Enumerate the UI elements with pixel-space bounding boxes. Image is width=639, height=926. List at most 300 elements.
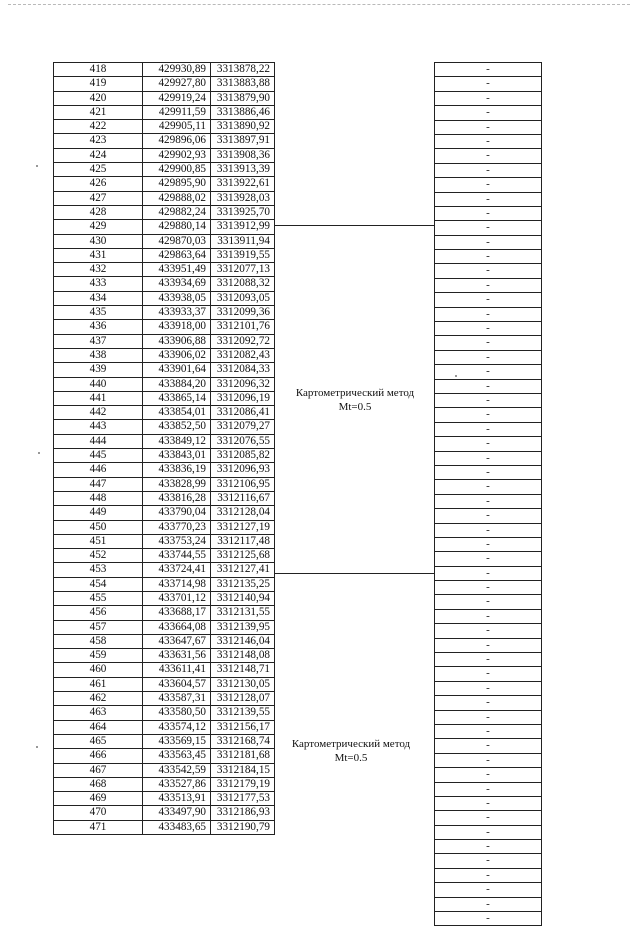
table-row: [54, 763, 275, 777]
y-coordinate: 3312190,79: [211, 820, 275, 834]
table-row: [54, 120, 275, 134]
accuracy-cell: -: [435, 77, 542, 91]
table-row: [435, 883, 542, 897]
table-row: [435, 451, 542, 465]
x-coordinate: 433906,02: [143, 348, 211, 362]
accuracy-cell: -: [435, 480, 542, 494]
table-row: [54, 248, 275, 262]
y-coordinate: 3312077,13: [211, 263, 275, 277]
x-coordinate: 433631,56: [143, 649, 211, 663]
table-row: [54, 820, 275, 834]
table-row: [54, 406, 275, 420]
point-number: 421: [54, 105, 143, 119]
table-row: [435, 552, 542, 566]
table-row: [54, 506, 275, 520]
y-coordinate: 3312086,41: [211, 406, 275, 420]
point-number: 423: [54, 134, 143, 148]
accuracy-cell: -: [435, 293, 542, 307]
y-coordinate: 3312085,82: [211, 449, 275, 463]
coordinates-table: [53, 62, 275, 835]
point-number: 440: [54, 377, 143, 391]
y-coordinate: 3312125,68: [211, 549, 275, 563]
table-row: [54, 577, 275, 591]
y-coordinate: 3312139,55: [211, 706, 275, 720]
table-row: [54, 491, 275, 505]
scan-speck: [38, 452, 40, 454]
table-row: [54, 792, 275, 806]
table-row: [54, 634, 275, 648]
table-row: [435, 537, 542, 551]
point-number: 433: [54, 277, 143, 291]
y-coordinate: 3313922,61: [211, 177, 275, 191]
y-coordinate: 3312099,36: [211, 306, 275, 320]
table-row: [435, 912, 542, 926]
table-row: [54, 649, 275, 663]
method-note-accuracy: Mt=0.5: [338, 401, 372, 413]
table-row: [435, 566, 542, 580]
point-number: 466: [54, 749, 143, 763]
accuracy-cell: -: [435, 523, 542, 537]
accuracy-cell: -: [435, 91, 542, 105]
table-row: [54, 177, 275, 191]
y-coordinate: 3312179,19: [211, 777, 275, 791]
table-row: [435, 811, 542, 825]
table-row: [435, 63, 542, 77]
y-coordinate: 3312092,72: [211, 334, 275, 348]
point-number: 435: [54, 306, 143, 320]
y-coordinate: 3312148,71: [211, 663, 275, 677]
point-number: 460: [54, 663, 143, 677]
point-number: 444: [54, 434, 143, 448]
y-coordinate: 3313913,39: [211, 163, 275, 177]
table-row: [54, 692, 275, 706]
accuracy-cell: -: [435, 796, 542, 810]
accuracy-cell: -: [435, 422, 542, 436]
table-row: [435, 465, 542, 479]
x-coordinate: 433542,59: [143, 763, 211, 777]
table-row: [54, 377, 275, 391]
table-row: [54, 91, 275, 105]
y-coordinate: 3313879,90: [211, 91, 275, 105]
accuracy-cell: -: [435, 494, 542, 508]
accuracy-cell: -: [435, 883, 542, 897]
accuracy-cell: -: [435, 537, 542, 551]
accuracy-cell: -: [435, 566, 542, 580]
y-coordinate: 3312096,93: [211, 463, 275, 477]
table-row: [54, 734, 275, 748]
table-row: [54, 105, 275, 119]
table-row: [435, 350, 542, 364]
table-row: [54, 591, 275, 605]
x-coordinate: 429870,03: [143, 234, 211, 248]
x-coordinate: 433714,98: [143, 577, 211, 591]
x-coordinate: 429900,85: [143, 163, 211, 177]
table-row: [435, 163, 542, 177]
x-coordinate: 433933,37: [143, 306, 211, 320]
x-coordinate: 433527,86: [143, 777, 211, 791]
table-row: [435, 235, 542, 249]
point-number: 459: [54, 649, 143, 663]
x-coordinate: 433744,55: [143, 549, 211, 563]
y-coordinate: 3312186,93: [211, 806, 275, 820]
table-row: [54, 749, 275, 763]
accuracy-cell: -: [435, 451, 542, 465]
table-row: [54, 220, 275, 234]
accuracy-cell: -: [435, 264, 542, 278]
x-coordinate: 433852,50: [143, 420, 211, 434]
table-row: [435, 609, 542, 623]
scan-speck: [36, 746, 38, 748]
y-coordinate: 3312088,32: [211, 277, 275, 291]
table-row: [435, 106, 542, 120]
y-coordinate: 3312139,95: [211, 620, 275, 634]
table-row: [54, 434, 275, 448]
accuracy-cell: -: [435, 336, 542, 350]
y-coordinate: 3312096,19: [211, 391, 275, 405]
y-coordinate: 3312168,74: [211, 734, 275, 748]
table-row: [435, 753, 542, 767]
point-number: 437: [54, 334, 143, 348]
accuracy-cell: -: [435, 782, 542, 796]
y-coordinate: 3312076,55: [211, 434, 275, 448]
point-number: 449: [54, 506, 143, 520]
table-row: [54, 663, 275, 677]
method-note-text: Картометрический метод: [291, 738, 411, 750]
y-coordinate: 3312093,05: [211, 291, 275, 305]
x-coordinate: 433816,28: [143, 491, 211, 505]
x-coordinate: 433647,67: [143, 634, 211, 648]
point-number: 439: [54, 363, 143, 377]
table-row: [435, 77, 542, 91]
point-number: 471: [54, 820, 143, 834]
x-coordinate: 429905,11: [143, 120, 211, 134]
table-row: [435, 796, 542, 810]
table-row: [54, 449, 275, 463]
accuracy-cell: -: [435, 307, 542, 321]
x-coordinate: 433483,65: [143, 820, 211, 834]
x-coordinate: 429863,64: [143, 248, 211, 262]
x-coordinate: 433753,24: [143, 534, 211, 548]
point-number: 464: [54, 720, 143, 734]
table-row: [435, 336, 542, 350]
table-row: [54, 163, 275, 177]
accuracy-cell: -: [435, 868, 542, 882]
point-number: 434: [54, 291, 143, 305]
accuracy-cell: -: [435, 178, 542, 192]
y-coordinate: 3313883,88: [211, 77, 275, 91]
accuracy-cell: -: [435, 638, 542, 652]
y-coordinate: 3312128,07: [211, 692, 275, 706]
table-row: [54, 334, 275, 348]
method-note-group-1: [280, 386, 430, 414]
y-coordinate: 3312130,05: [211, 677, 275, 691]
point-number: 454: [54, 577, 143, 591]
accuracy-cell: -: [435, 840, 542, 854]
y-coordinate: 3312084,33: [211, 363, 275, 377]
x-coordinate: 429896,06: [143, 134, 211, 148]
table-row: [54, 134, 275, 148]
accuracy-cell: -: [435, 509, 542, 523]
table-row: [54, 720, 275, 734]
accuracy-cell: -: [435, 681, 542, 695]
table-row: [435, 365, 542, 379]
table-row: [435, 307, 542, 321]
x-coordinate: 433828,99: [143, 477, 211, 491]
point-number: 462: [54, 692, 143, 706]
x-coordinate: 433854,01: [143, 406, 211, 420]
accuracy-cell: -: [435, 912, 542, 926]
accuracy-cell: -: [435, 581, 542, 595]
x-coordinate: 433701,12: [143, 591, 211, 605]
accuracy-cell: -: [435, 379, 542, 393]
x-coordinate: 429919,24: [143, 91, 211, 105]
table-row: [54, 63, 275, 77]
y-coordinate: 3312117,48: [211, 534, 275, 548]
table-row: [435, 422, 542, 436]
point-number: 420: [54, 91, 143, 105]
table-row: [435, 595, 542, 609]
y-coordinate: 3312156,17: [211, 720, 275, 734]
x-coordinate: 433587,31: [143, 692, 211, 706]
x-coordinate: 429927,80: [143, 77, 211, 91]
point-number: 445: [54, 449, 143, 463]
table-row: [435, 322, 542, 336]
table-row: [54, 620, 275, 634]
accuracy-cell: -: [435, 653, 542, 667]
accuracy-cell: -: [435, 322, 542, 336]
y-coordinate: 3312181,68: [211, 749, 275, 763]
point-number: 441: [54, 391, 143, 405]
y-coordinate: 3312106,95: [211, 477, 275, 491]
point-number: 431: [54, 248, 143, 262]
point-number: 424: [54, 148, 143, 162]
table-row: [435, 523, 542, 537]
table-row: [435, 206, 542, 220]
x-coordinate: 429895,90: [143, 177, 211, 191]
accuracy-cell: -: [435, 350, 542, 364]
table-row: [54, 148, 275, 162]
table-row: [54, 606, 275, 620]
table-row: [435, 638, 542, 652]
scan-top-border: [8, 4, 630, 6]
point-number: 457: [54, 620, 143, 634]
accuracy-cell: -: [435, 134, 542, 148]
point-number: 456: [54, 606, 143, 620]
accuracy-cell: -: [435, 120, 542, 134]
y-coordinate: 3313890,92: [211, 120, 275, 134]
x-coordinate: 433849,12: [143, 434, 211, 448]
y-coordinate: 3312116,67: [211, 491, 275, 505]
table-row: [435, 149, 542, 163]
accuracy-cell: -: [435, 552, 542, 566]
method-note-accuracy: Mt=0.5: [334, 752, 368, 764]
table-row: [435, 868, 542, 882]
x-coordinate: 429888,02: [143, 191, 211, 205]
point-number: 422: [54, 120, 143, 134]
table-row: [435, 581, 542, 595]
x-coordinate: 433906,88: [143, 334, 211, 348]
x-coordinate: 433604,57: [143, 677, 211, 691]
accuracy-cell: -: [435, 595, 542, 609]
point-number: 436: [54, 320, 143, 334]
table-row: [54, 77, 275, 91]
point-number: 458: [54, 634, 143, 648]
y-coordinate: 3312135,25: [211, 577, 275, 591]
x-coordinate: 429911,59: [143, 105, 211, 119]
accuracy-cell: -: [435, 250, 542, 264]
x-coordinate: 433580,50: [143, 706, 211, 720]
method-note-text: Картометрический метод: [295, 387, 415, 399]
point-number: 430: [54, 234, 143, 248]
point-number: 429: [54, 220, 143, 234]
table-row: [435, 782, 542, 796]
x-coordinate: 433836,19: [143, 463, 211, 477]
table-row: [435, 134, 542, 148]
y-coordinate: 3313925,70: [211, 205, 275, 219]
x-coordinate: 429902,93: [143, 148, 211, 162]
point-number: 432: [54, 263, 143, 277]
point-number: 465: [54, 734, 143, 748]
y-coordinate: 3312146,04: [211, 634, 275, 648]
table-row: [54, 563, 275, 577]
accuracy-cell: -: [435, 393, 542, 407]
table-row: [54, 291, 275, 305]
table-row: [54, 391, 275, 405]
accuracy-cell: -: [435, 437, 542, 451]
x-coordinate: 433513,91: [143, 792, 211, 806]
scan-speck: [36, 165, 38, 167]
y-coordinate: 3312177,53: [211, 792, 275, 806]
table-row: [435, 681, 542, 695]
y-coordinate: 3313919,55: [211, 248, 275, 262]
table-row: [435, 897, 542, 911]
point-number: 419: [54, 77, 143, 91]
table-row: [435, 667, 542, 681]
table-row: [435, 509, 542, 523]
accuracy-table: [434, 62, 542, 926]
table-row: [435, 293, 542, 307]
y-coordinate: 3312140,94: [211, 591, 275, 605]
point-number: 446: [54, 463, 143, 477]
accuracy-cell: -: [435, 106, 542, 120]
table-row: [435, 221, 542, 235]
table-row: [435, 437, 542, 451]
y-coordinate: 3312148,08: [211, 649, 275, 663]
y-coordinate: 3312079,27: [211, 420, 275, 434]
accuracy-cell: -: [435, 710, 542, 724]
point-number: 469: [54, 792, 143, 806]
x-coordinate: 433790,04: [143, 506, 211, 520]
table-row: [435, 480, 542, 494]
point-number: 463: [54, 706, 143, 720]
table-row: [435, 825, 542, 839]
accuracy-cell: -: [435, 624, 542, 638]
point-number: 438: [54, 348, 143, 362]
x-coordinate: 429930,89: [143, 63, 211, 77]
table-row: [54, 263, 275, 277]
table-row: [54, 463, 275, 477]
accuracy-cell: -: [435, 192, 542, 206]
accuracy-cell: -: [435, 811, 542, 825]
table-row: [54, 534, 275, 548]
y-coordinate: 3312131,55: [211, 606, 275, 620]
point-number: 453: [54, 563, 143, 577]
group-separator-line: [275, 573, 434, 574]
table-row: [54, 677, 275, 691]
table-row: [435, 264, 542, 278]
table-row: [435, 739, 542, 753]
x-coordinate: 433884,20: [143, 377, 211, 391]
y-coordinate: 3313912,99: [211, 220, 275, 234]
accuracy-cell: -: [435, 408, 542, 422]
y-coordinate: 3312127,19: [211, 520, 275, 534]
table-row: [435, 724, 542, 738]
table-row: [54, 306, 275, 320]
table-row: [435, 178, 542, 192]
group-separator-line: [275, 225, 434, 226]
table-row: [435, 408, 542, 422]
table-row: [54, 348, 275, 362]
table-row: [54, 234, 275, 248]
table-row: [435, 393, 542, 407]
x-coordinate: 433951,49: [143, 263, 211, 277]
point-number: 470: [54, 806, 143, 820]
x-coordinate: 433724,41: [143, 563, 211, 577]
table-row: [435, 192, 542, 206]
accuracy-cell: -: [435, 768, 542, 782]
accuracy-cell: -: [435, 753, 542, 767]
table-row: [435, 379, 542, 393]
point-number: 442: [54, 406, 143, 420]
y-coordinate: 3313886,46: [211, 105, 275, 119]
x-coordinate: 433865,14: [143, 391, 211, 405]
accuracy-cell: -: [435, 897, 542, 911]
table-row: [435, 250, 542, 264]
point-number: 468: [54, 777, 143, 791]
table-row: [435, 854, 542, 868]
x-coordinate: 433901,64: [143, 363, 211, 377]
accuracy-cell: -: [435, 365, 542, 379]
y-coordinate: 3313928,03: [211, 191, 275, 205]
x-coordinate: 433563,45: [143, 749, 211, 763]
accuracy-cell: -: [435, 609, 542, 623]
x-coordinate: 433611,41: [143, 663, 211, 677]
accuracy-cell: -: [435, 206, 542, 220]
table-row: [435, 91, 542, 105]
accuracy-cell: -: [435, 696, 542, 710]
x-coordinate: 429882,24: [143, 205, 211, 219]
y-coordinate: 3312184,15: [211, 763, 275, 777]
table-row: [435, 278, 542, 292]
table-row: [435, 624, 542, 638]
point-number: 451: [54, 534, 143, 548]
point-number: 455: [54, 591, 143, 605]
y-coordinate: 3313878,22: [211, 63, 275, 77]
accuracy-cell: -: [435, 63, 542, 77]
point-number: 425: [54, 163, 143, 177]
table-row: [435, 653, 542, 667]
table-row: [435, 696, 542, 710]
accuracy-cell: -: [435, 278, 542, 292]
y-coordinate: 3312096,32: [211, 377, 275, 391]
table-row: [435, 840, 542, 854]
y-coordinate: 3312101,76: [211, 320, 275, 334]
point-number: 418: [54, 63, 143, 77]
x-coordinate: 433918,00: [143, 320, 211, 334]
table-row: [54, 191, 275, 205]
method-note-group-2: [276, 737, 426, 765]
x-coordinate: 433843,01: [143, 449, 211, 463]
